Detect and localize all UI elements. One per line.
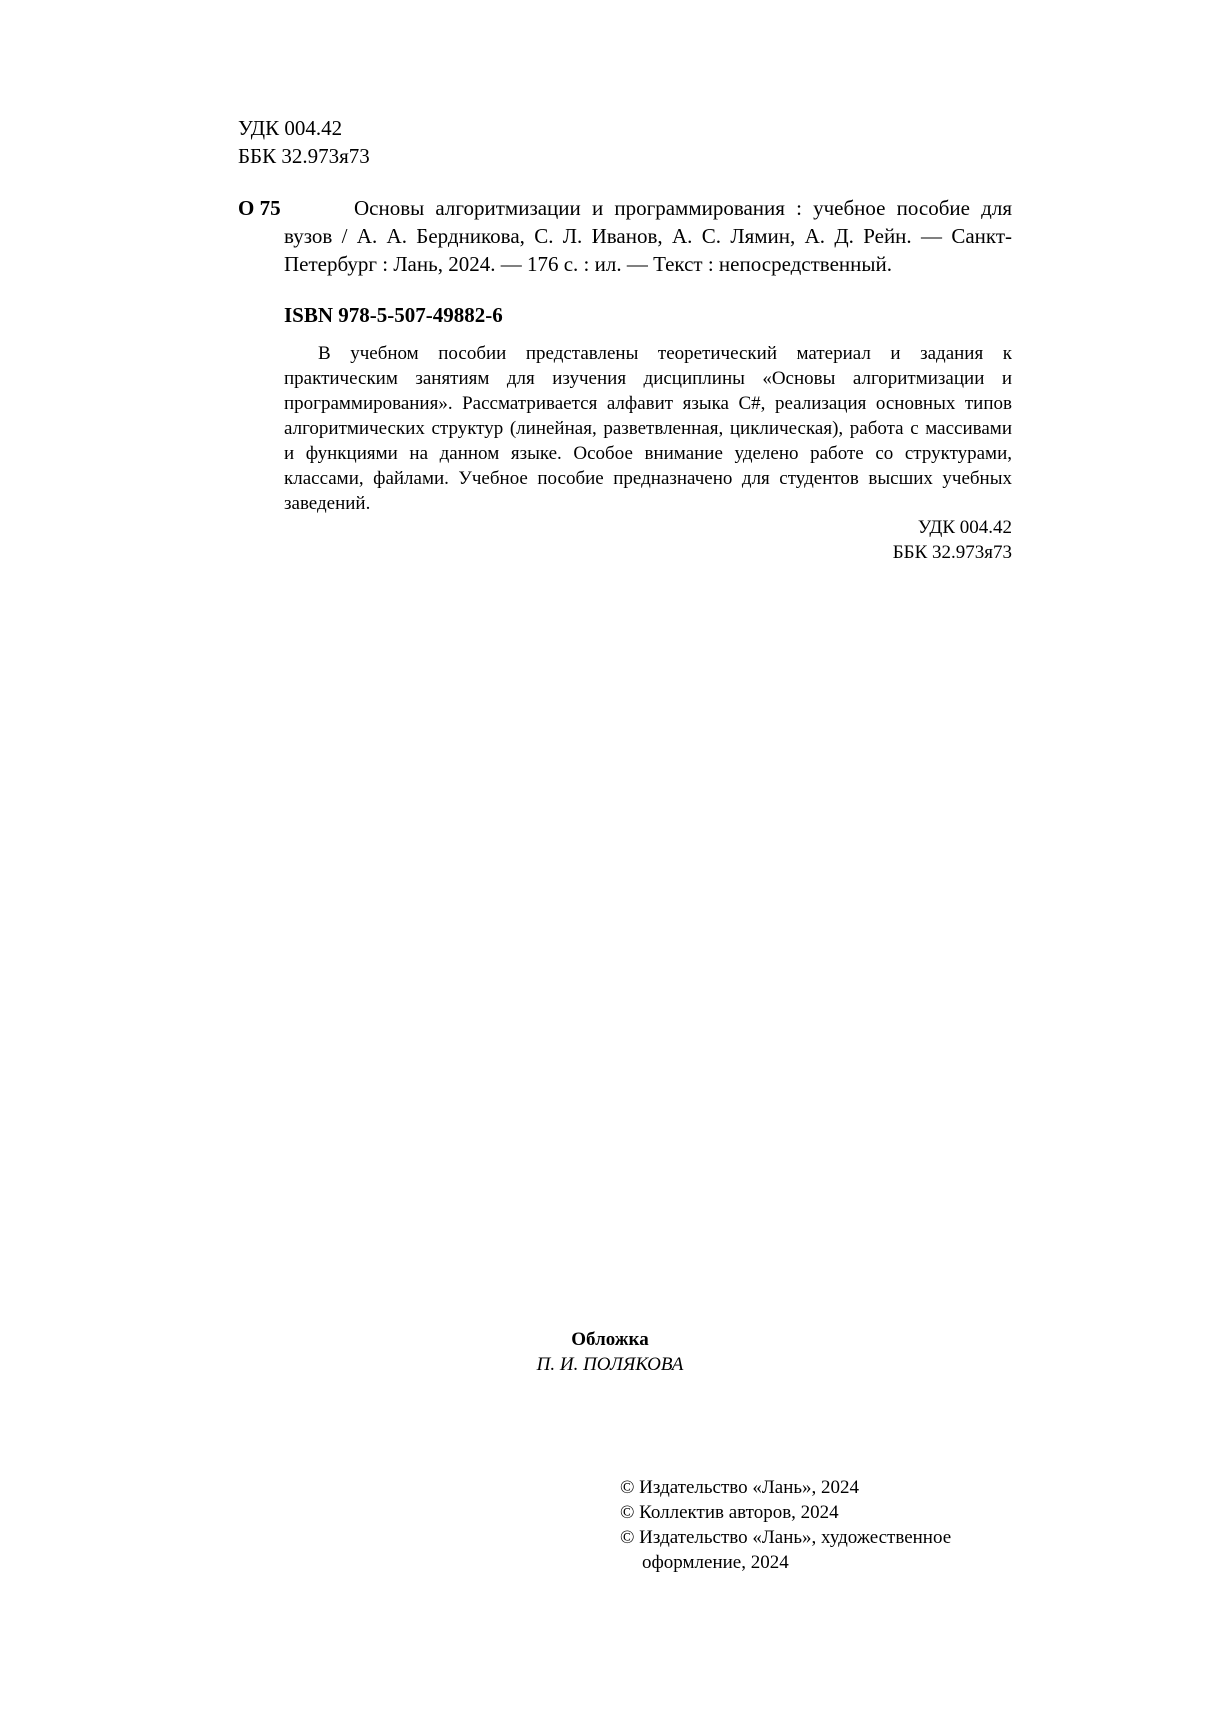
bbk-code: ББК 32.973я73 — [238, 144, 370, 168]
author-mark: О 75 — [238, 196, 281, 220]
cover-artist: П. И. ПОЛЯКОВА — [536, 1354, 684, 1375]
bibliographic-entry: Основы алгоритмизации и программирования : учебное пособие для вузов / А. А. Бердникова, С. Л. Иванов, А. С. Лямин, А. Д. Рейн. — Санкт-Петербург : Лань, 2024. — 176 с. : ил. — Текст : непосредственный. — [284, 196, 1012, 276]
copyright-line: © Коллектив авторов, 2024 — [620, 1502, 839, 1523]
copyright-block — [620, 1475, 1020, 1575]
bbk-code-bottom: ББК 32.973я73 — [892, 542, 1012, 563]
isbn: ISBN 978-5-507-49882-6 — [284, 303, 503, 327]
cover-label: Обложка — [571, 1329, 649, 1350]
udk-code-bottom: УДК 004.42 — [917, 517, 1012, 538]
abstract: В учебном пособии представлены теоретический материал и задания к практическим занятиям для изучения дисциплины «Основы алгоритмизации и программирования». Рассматривается алфавит языка C#, реализация основных типов алгоритмических структур (линейная, разветвленная, циклическая), работа с массивами и функциями на данном языке. Особое внимание уделено работе со структурами, классами, файлами. Учебное пособие предназначено для студентов высших учебных заведений. — [284, 343, 1012, 514]
classification-codes-top — [238, 114, 370, 170]
copyright-line: © Издательство «Лань», художественное оформление, 2024 — [620, 1527, 952, 1573]
udk-code: УДК 004.42 — [238, 116, 343, 140]
copyright-line: © Издательство «Лань», 2024 — [620, 1477, 860, 1498]
classification-codes-bottom — [893, 515, 1012, 565]
cover-credit — [440, 1327, 780, 1377]
